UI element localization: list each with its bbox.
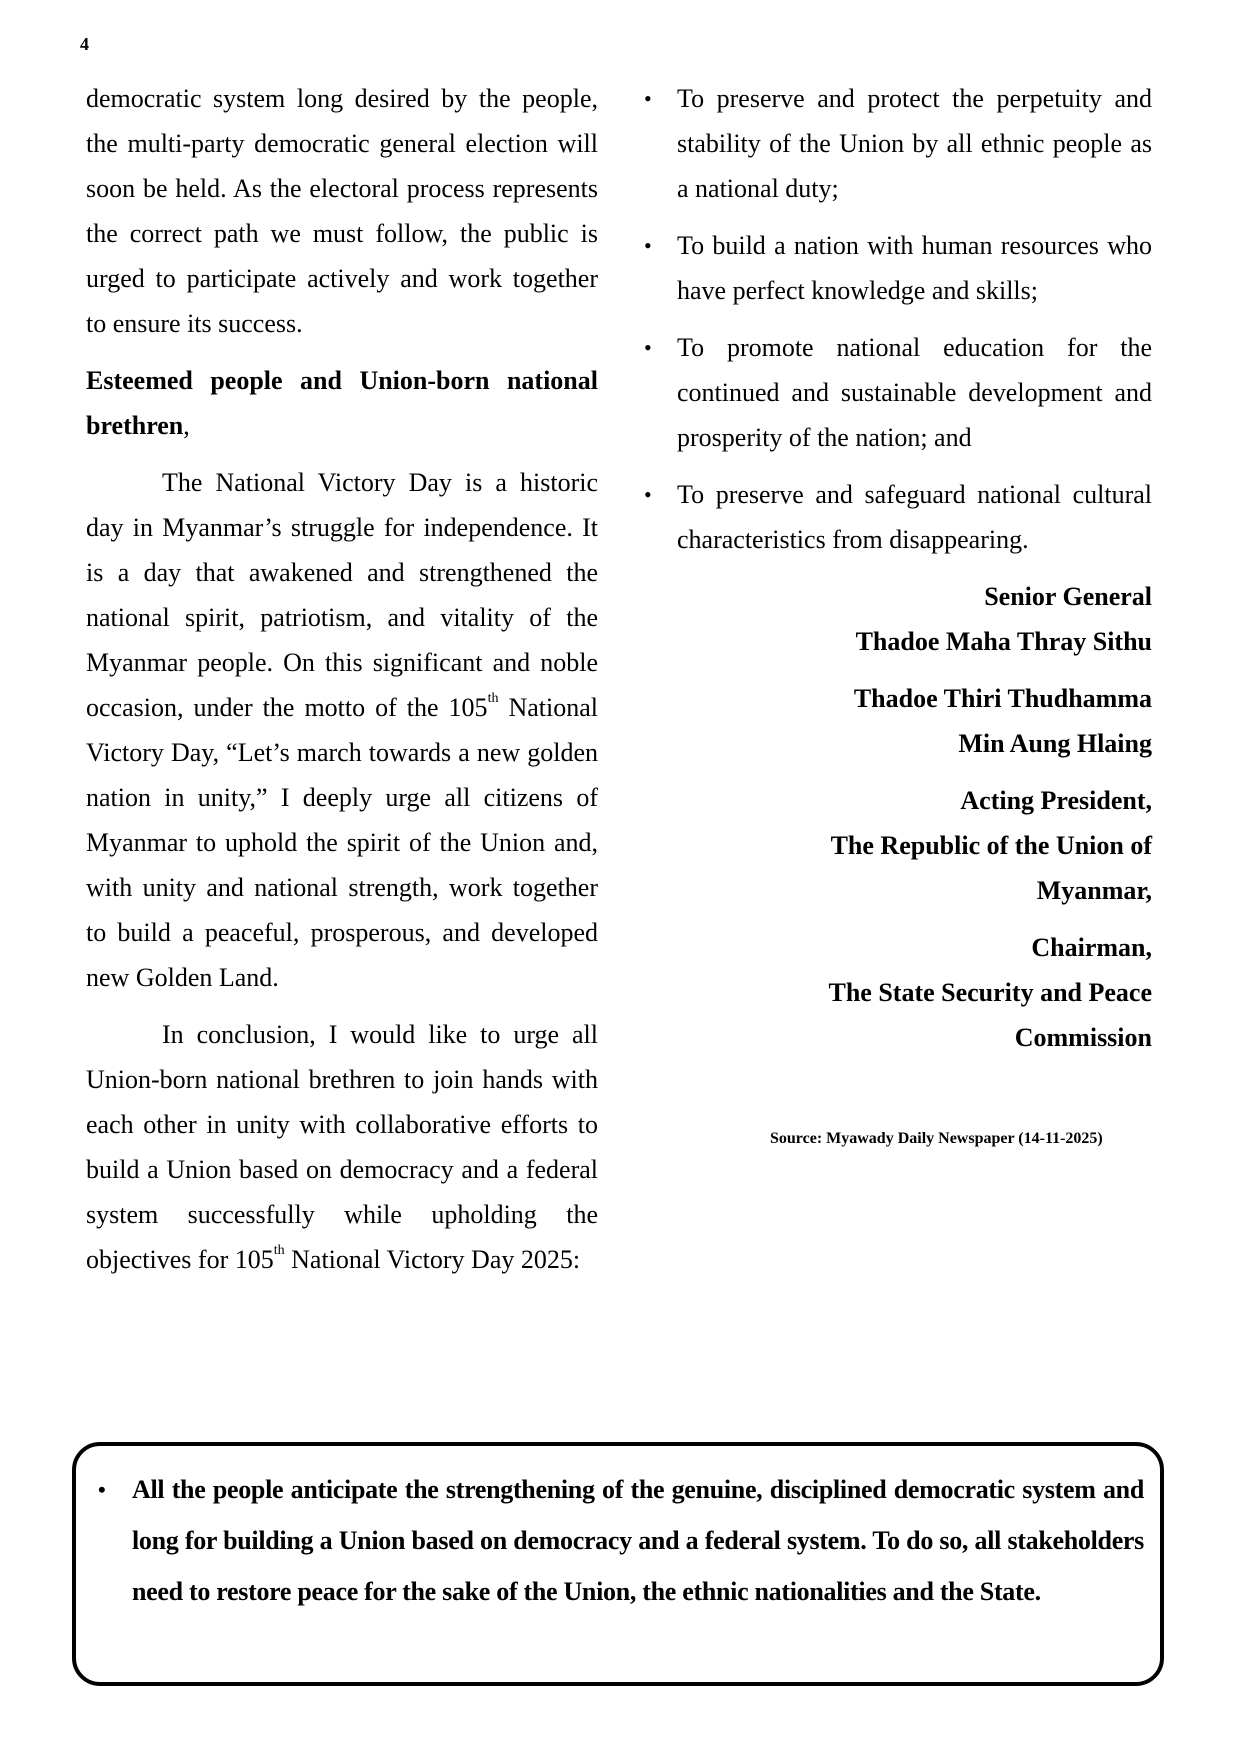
paragraph-conclusion (86, 1012, 598, 1282)
paragraph-election: democratic system long desired by the people, the multi-party democratic general election will soon be held. As the electoral process represents the correct path we must follow, the public is urged to participate actively and work together to ensure its success. (86, 84, 598, 338)
page-number: 4 (80, 34, 89, 54)
bullet-icon: • (644, 335, 652, 360)
signature-organization: The Republic of the Union of (830, 831, 1152, 860)
signature-title: Thadoe Thiri Thudhamma (853, 684, 1152, 713)
signature-block (640, 574, 1152, 1060)
signature-position: Acting President, (960, 786, 1152, 815)
paragraph-victory-day-part2: National Victory Day, “Let’s march towards a new golden nation in unity,” I deeply urge all citizens of Myanmar to uphold the spirit of the Union and, with unity and national strength, work together to build a peaceful, prosperous, and developed new Golden Land. (86, 693, 598, 992)
paragraph-conclusion-part1: In conclusion, I would like to urge all Union-born national brethren to join hands with each other in unity with collaborative efforts to build a Union based on democracy and a federal system successfully while upholding the objectives for 105 (86, 1020, 598, 1274)
left-column (86, 76, 598, 1294)
signature-name-group (640, 676, 1152, 766)
paragraph-conclusion-part2: National Victory Day 2025: (284, 1245, 581, 1274)
paragraph-victory-day (86, 460, 598, 1000)
salutation-punctuation: , (183, 411, 190, 440)
bullet-icon: • (644, 482, 652, 507)
bullet-icon: • (644, 233, 652, 258)
ordinal-suffix: th (273, 1243, 285, 1258)
signature-name: Min Aung Hlaing (958, 729, 1152, 758)
objective-text: To promote national education for the continued and sustainable development and prosperity of the nation; and (677, 333, 1152, 452)
signature-position-president (640, 778, 1152, 913)
source-citation: Source: Myawady Daily Newspaper (14-11-2025) (770, 1130, 1103, 1147)
signature-rank: Senior General (984, 582, 1152, 611)
signature-organization: Myanmar, (1036, 876, 1152, 905)
signature-position-chairman (640, 925, 1152, 1060)
objective-text: To preserve and safeguard national cultural characteristics from disappearing. (677, 480, 1152, 554)
callout-text: All the people anticipate the strengthening of the genuine, disciplined democratic system and long for building a Union based on democracy and a federal system. To do so, all stakeholders need to restore peace for the sake of the Union, the ethnic nationalities and the State. (132, 1475, 1144, 1606)
objective-text: To build a nation with human resources who have perfect knowledge and skills; (677, 231, 1152, 305)
ordinal-suffix: th (487, 691, 499, 706)
signature-organization: The State Security and Peace (828, 978, 1152, 1007)
signature-organization: Commission (1014, 1023, 1152, 1052)
objective-text: To preserve and protect the perpetuity and stability of the Union by all ethnic people as a national duty; (677, 84, 1152, 203)
salutation-text: Esteemed people and Union-born national brethren (86, 366, 598, 440)
bullet-icon: • (644, 86, 652, 111)
signature-titles (640, 574, 1152, 664)
objective-item (640, 325, 1152, 460)
right-column (640, 76, 1152, 1072)
callout-box (72, 1442, 1164, 1686)
salutation (86, 358, 598, 448)
objectives-list (640, 76, 1152, 562)
objective-item (640, 472, 1152, 562)
signature-position: Chairman, (1031, 933, 1152, 962)
paragraph-victory-day-part1: The National Victory Day is a historic day in Myanmar’s struggle for independence. It is a day that awakened and strengthened the national spirit, patriotism, and vitality of the Myanmar people. On this significant and noble occasion, under the motto of the 105 (86, 468, 598, 722)
signature-title: Thadoe Maha Thray Sithu (855, 627, 1152, 656)
objective-item (640, 223, 1152, 313)
bullet-icon: • (98, 1477, 106, 1502)
objective-item (640, 76, 1152, 211)
callout-text-wrapper (98, 1464, 1144, 1617)
